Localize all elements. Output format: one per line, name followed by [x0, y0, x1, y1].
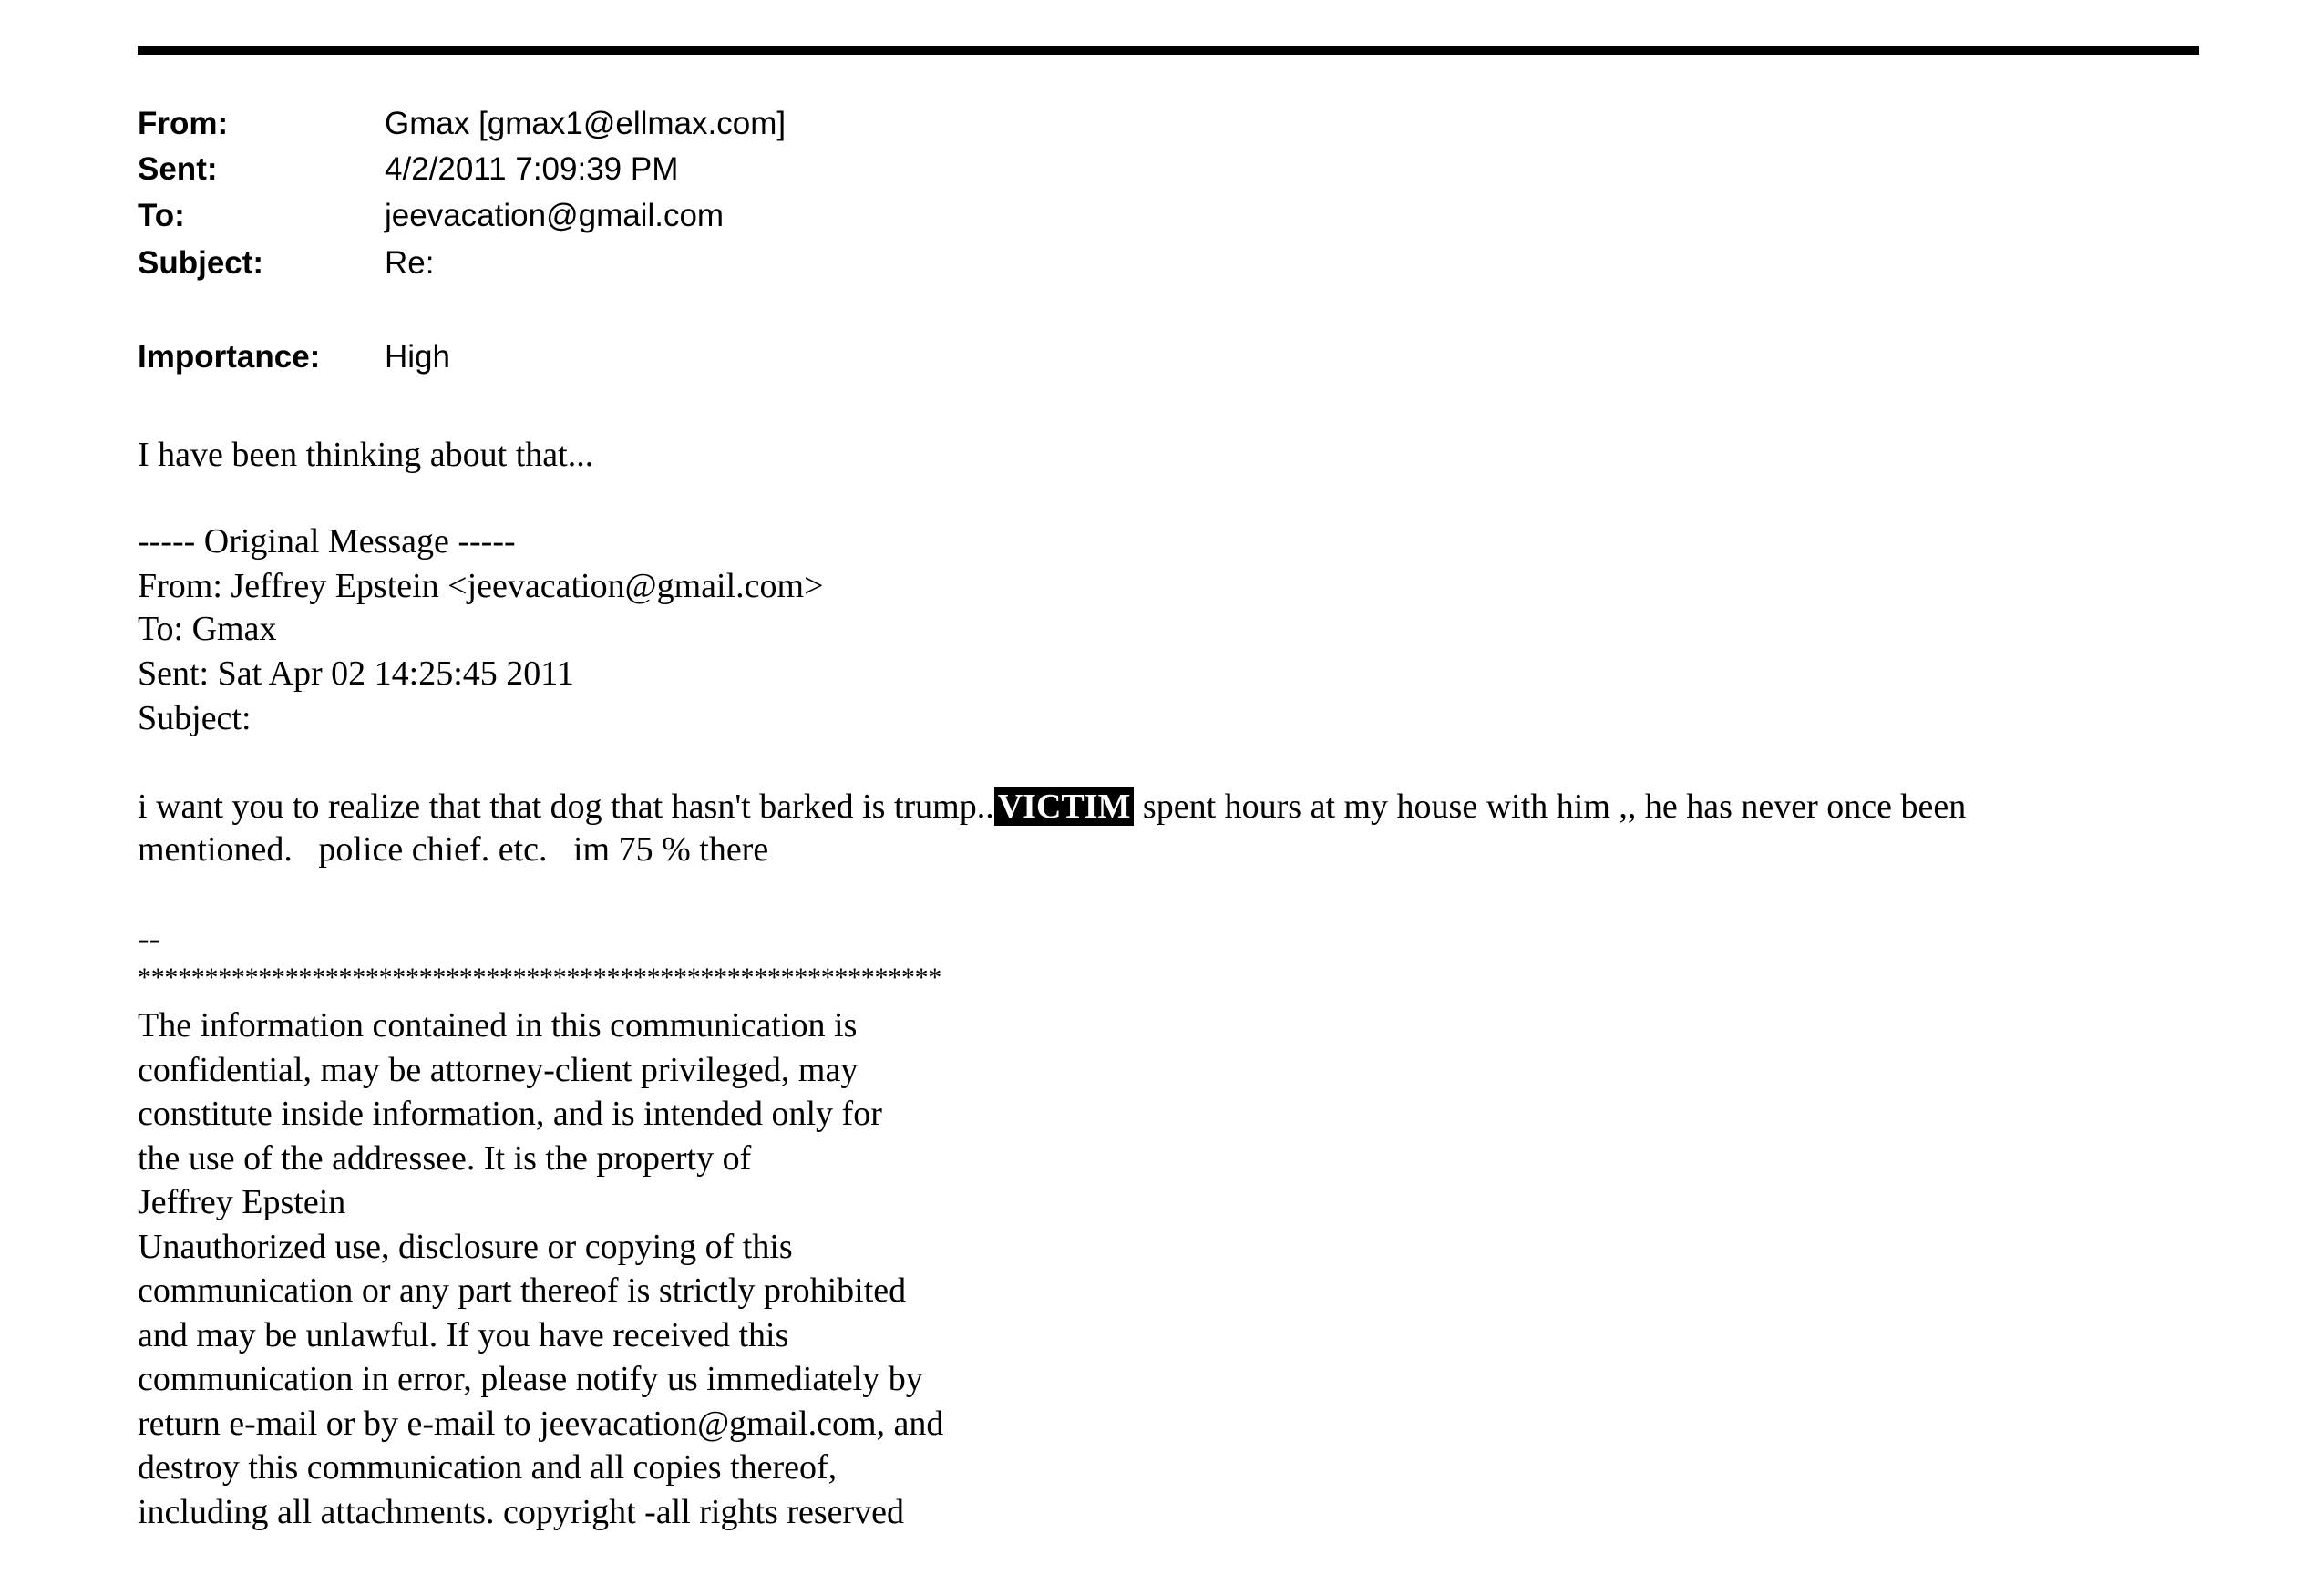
disclaimer-line: return e-mail or by e-mail to jeevacation@gmail.com, and — [138, 1404, 944, 1443]
from-label: From: — [138, 106, 229, 141]
original-subject: Subject: — [138, 699, 252, 737]
disclaimer-line: the use of the addressee. It is the property of — [138, 1138, 752, 1178]
to-label: To: — [138, 198, 185, 233]
disclaimer-line: Unauthorized use, disclosure or copying of this — [138, 1227, 793, 1266]
sent-value: 4/2/2011 7:09:39 PM — [385, 151, 679, 187]
importance-label: Importance: — [138, 339, 321, 375]
importance-value: High — [385, 339, 450, 375]
original-sent: Sent: Sat Apr 02 14:25:45 2011 — [138, 654, 574, 693]
disclaimer-line: destroy this communication and all copies thereof, — [138, 1448, 838, 1487]
signature-stars: ************************************************************ — [138, 962, 942, 993]
body-part-2: spent hours at my house with him ,, he has never once been — [1134, 788, 1967, 826]
disclaimer-line: confidential, may be attorney-client privileged, may — [138, 1050, 859, 1089]
disclaimer-line: Jeffrey Epstein — [138, 1183, 346, 1221]
disclaimer-line: communication or any part thereof is strictly prohibited — [138, 1271, 907, 1310]
original-from: From: Jeffrey Epstein <jeevacation@gmail.com> — [138, 567, 824, 605]
disclaimer-line: The information contained in this communication is — [138, 1006, 858, 1045]
disclaimer-line: and may be unlawful. If you have received this — [138, 1315, 789, 1354]
redaction-box: VICTIM — [994, 788, 1135, 826]
subject-value: Re: — [385, 245, 435, 281]
to-value: jeevacation@gmail.com — [385, 198, 725, 233]
disclaimer — [138, 1004, 943, 1534]
disclaimer-line: including all attachments. copyright -all rights reserved — [138, 1492, 905, 1531]
top-rule — [138, 46, 2199, 55]
disclaimer-line: communication in error, please notify us immediately by — [138, 1360, 923, 1398]
header-subject-row — [138, 242, 1231, 285]
original-body-line-1 — [138, 785, 1966, 829]
disclaimer-line: constitute inside information, and is intended only for — [138, 1095, 882, 1133]
from-value: Gmax [gmax1@ellmax.com] — [385, 106, 787, 141]
subject-label: Subject: — [138, 245, 264, 281]
header-importance-row — [138, 335, 1231, 379]
header-to-row — [138, 194, 1231, 238]
sent-label: Sent: — [138, 151, 218, 187]
body-part-1: i want you to realize that that dog that hasn't barked is trump.. — [138, 788, 994, 826]
reply-text: I have been thinking about that... — [138, 436, 594, 474]
original-separator: ----- Original Message ----- — [138, 522, 516, 561]
original-body-line-2: mentioned. police chief. etc. im 75 % there — [138, 830, 769, 869]
signature-dashes: -- — [138, 920, 161, 958]
original-to: To: Gmax — [138, 610, 277, 648]
header-from-row — [138, 102, 1231, 146]
header-sent-row — [138, 148, 1231, 191]
